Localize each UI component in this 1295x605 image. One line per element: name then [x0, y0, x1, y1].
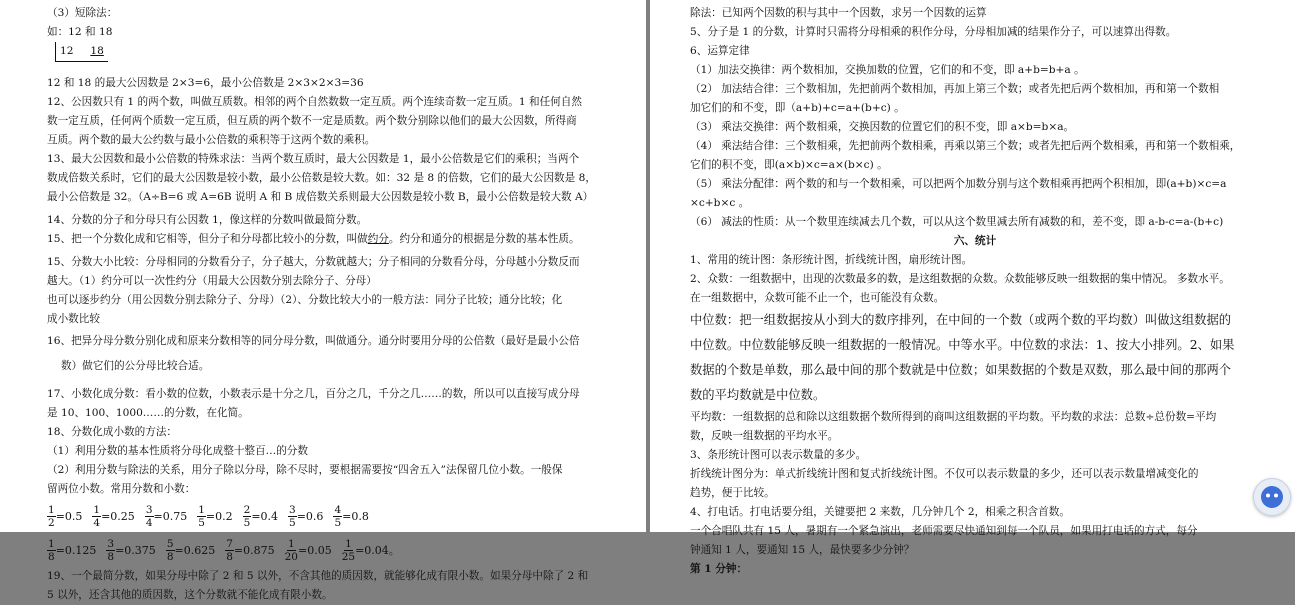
text-line: 中位数：把一组数据按从小到大的数序排列，在中间的一个数（或两个数的平均数）叫做这组数据的	[690, 313, 1232, 327]
text-line: 数据的个数是单数，那么最中间的那个数就是中位数；如果数据的个数是双数，那么最中间的那两个	[690, 363, 1232, 377]
text-line: 越大。（1）约分可以一次性约分（用最大公因数分别去除分子、分母）	[47, 275, 377, 287]
document-page-right	[650, 0, 1295, 575]
numerator: 3	[107, 537, 115, 550]
decimal-value: =0.05	[298, 543, 332, 557]
fraction	[243, 504, 252, 529]
text-span: 15、把一个分数化成和它相等，但分子和分母都比较小的分数，叫做	[47, 233, 368, 245]
underlined-term: 约分	[367, 233, 389, 245]
denominator: 5	[243, 516, 251, 529]
fraction	[288, 504, 297, 529]
chat-assistant-button[interactable]	[1253, 478, 1291, 516]
numerator: 5	[166, 537, 174, 550]
text-line: 12、公因数只有 1 的两个数，叫做互质数。相邻的两个自然数数一定互质。两个连续奇数一定互质。1 和任何自然	[47, 96, 582, 108]
fraction	[145, 504, 154, 529]
decimal-value: =0.375	[115, 543, 156, 557]
fraction	[47, 504, 56, 529]
text-line: 18、分数化成小数的方法：	[47, 426, 178, 438]
text-line: （4） 乘法结合律：三个数相乘，先把前两个数相乘，再乘以第三个数；或者先把后两个数相乘，再和第一个数相乘，	[690, 140, 1241, 152]
numerator: 1	[345, 537, 352, 550]
text-line: （3） 乘法交换律：两个数相乘，交换因数的位置它们的积不变，即 a×b=b×a。	[690, 121, 1075, 133]
text-line: 互质。两个数的最大公约数与最小公倍数的乘积等于这两个数的乘积。	[47, 134, 376, 146]
text-line: 5、分子是 1 的分数，计算时只需将分母相乘的积作分母，分母相加减的结果作分子，可以速算出得数。	[690, 26, 1177, 38]
short-division-box	[47, 42, 607, 62]
text-line: 数，反映一组数据的平均水平。	[690, 430, 839, 442]
text-line: 是 10、100、1000……的分数，在化简。	[47, 407, 249, 419]
document-page-left	[0, 0, 646, 601]
denominator: 5	[334, 516, 342, 529]
right-text-column	[690, 4, 1260, 579]
denominator: 5	[289, 516, 296, 529]
text-line: 2、众数：一组数据中，出现的次数最多的数，是这组数据的众数。众数能够反映一组数据的集中情况。 多数水平。	[690, 273, 1230, 285]
denominator: 25	[341, 550, 356, 563]
numerator: 3	[145, 503, 153, 516]
text-line: 12 和 18 的最大公因数是 2×3=6，最小公倍数是 2×3×2×3=36	[47, 77, 364, 89]
denominator: 5	[198, 516, 205, 529]
text-line: 在一组数据中，众数可能不止一个，也可能没有众数。	[690, 292, 945, 304]
decimal-value: =0.75	[153, 509, 188, 523]
fraction	[333, 504, 342, 529]
numerator: 1	[287, 537, 295, 550]
decimal-value: =0.5	[55, 509, 83, 523]
text-line: 中位数。中位数能够反映一组数据的一般情况。中等水平。中位数的求法：1、按大小排列。2、如果	[690, 338, 1235, 352]
fraction	[342, 538, 355, 563]
text-line: （2） 加法结合律：三个数相加，先把前两个数相加，再加上第三个数；或者先把后两个数相加，再和第一个数相	[690, 83, 1220, 95]
denominator: 8	[107, 550, 115, 563]
text-line: 留两位小数。常用分数和小数：	[47, 483, 196, 495]
fraction-item	[47, 538, 96, 563]
text-line: 19、一个最简分数，如果分母中除了 2 和 5 以外，不含其他的质因数，就能够化成有限小数。如果分母中除了 2 和	[47, 570, 589, 582]
fraction-item	[166, 538, 215, 563]
fraction-item	[106, 538, 155, 563]
numerator: 1	[198, 503, 205, 516]
text-line: 15、分数大小比较：分母相同的分数看分子，分子越大，分数就越大；分子相同的分数看分母，分母越小分数反而	[47, 256, 580, 268]
text-line: 6、运算定律	[690, 45, 750, 57]
decimal-value: =0.04。	[355, 544, 400, 557]
fraction-item	[197, 504, 232, 529]
text-line: 趋势，便于比较。	[690, 487, 775, 499]
fraction-item	[342, 538, 400, 563]
text-line: （2）利用分数与除法的关系，用分子除以分母，除不尽时，要根据需要按“四舍五入”法保留几位小数。一般保	[47, 464, 563, 476]
text-span: 。约分和通分的根据是分数的基本性质。	[388, 233, 580, 245]
text-line: 除法：已知两个因数的积与其中一个因数，求另一个因数的运算	[690, 7, 987, 19]
decimal-value: =0.4	[251, 509, 279, 523]
denominator: 20	[284, 550, 298, 563]
text-line: 1、常用的统计图：条形统计图，折线统计图，扇形统计图。	[690, 254, 973, 266]
fraction	[285, 538, 298, 563]
decimal-value: =0.2	[205, 509, 233, 523]
fraction	[106, 538, 115, 563]
decimal-value: =0.6	[296, 509, 324, 523]
decimal-value: =0.25	[101, 509, 135, 523]
denominator: 8	[166, 550, 174, 563]
text-line: 第 1 分钟：	[690, 563, 748, 575]
numerator: 3	[289, 503, 296, 516]
left-text-column	[47, 4, 607, 605]
text-line: （6） 减法的性质：从一个数里连续减去几个数，可以从这个数里减去所有减数的和，差不变，即 a-b-c=a-(b+c)	[690, 216, 1224, 228]
fraction-row	[47, 499, 607, 533]
text-line	[47, 230, 607, 249]
text-line: 17、小数化成分数：看小数的位数，小数表示是十分之几，百分之几，千分之几……的数，所以可以直接写成分母	[47, 388, 580, 400]
text-line: 数一定互质，任何两个质数一定互质，但互质的两个数不一定是质数。两个数分别除以他们的最大公因数，所得商	[47, 115, 577, 127]
fraction-item	[145, 504, 187, 529]
text-line: 13、最大公因数和最小公倍数的特殊求法：当两个数互质时，最大公因数是 1，最小公倍数是它们的乘积；当两个	[47, 153, 580, 165]
text-line: 如：12 和 18	[47, 26, 113, 38]
fraction	[47, 538, 56, 563]
fraction-item	[285, 538, 332, 563]
fraction	[92, 504, 101, 529]
denominator: 8	[226, 550, 233, 563]
text-line: 数）做它们的公分母比较合适。	[61, 360, 210, 372]
decimal-value: =0.8	[342, 509, 369, 523]
box-number: 18	[90, 45, 104, 57]
numerator: 7	[226, 537, 233, 550]
numerator: 1	[48, 537, 55, 550]
fraction-row	[47, 533, 607, 567]
text-line: 5 以外，还含其他的质因数，这个分数就不能化成有限小数。	[47, 589, 333, 601]
fraction-item	[333, 504, 368, 529]
text-line: 最小公倍数是 32。（A÷B=6 或 A=6B 说明 A 和 B 成倍数关系则最大公因数是较小数 B，最小公倍数是较大数 A）	[47, 191, 594, 203]
text-line: 3、条形统计图可以表示数量的多少。	[690, 449, 867, 461]
decimal-value: =0.625	[174, 543, 216, 557]
numerator: 1	[93, 503, 101, 516]
decimal-value: =0.875	[233, 543, 275, 557]
text-line: 折线统计图分为：单式折线统计图和复式折线统计图。不仅可以表示数量的多少，还可以表示数量增减变化的	[690, 468, 1199, 480]
fraction	[225, 538, 234, 563]
fraction-item	[92, 504, 134, 529]
text-line: 数的平均数就是中位数。	[690, 388, 826, 402]
text-line: 它们的积不变，即(a×b)×c=a×(b×c) 。	[690, 159, 888, 171]
box-number: 12	[60, 45, 74, 57]
text-line: 数成倍数关系时，它们的最大公因数是较小数，最小公倍数是较大数。如：32 是 8 的倍数，它们的最大公因数是 8，	[47, 172, 596, 184]
text-line: 成小数比较	[47, 313, 100, 325]
text-line: 16、把异分母分数分别化成和原来分数相等的同分母分数，叫做通分。通分时要用分母的公倍数（最好是最小公倍	[47, 335, 580, 347]
denominator: 4	[93, 516, 101, 529]
text-line: 4、打电话。打电话要分组，关键要把 2 来数，几分钟几个 2，相乘之积含首数。	[690, 506, 1070, 518]
fraction	[197, 504, 206, 529]
section-heading: 六、统计	[953, 235, 997, 247]
chat-face-icon	[1254, 479, 1290, 515]
text-line: 14、分数的分子和分母只有公因数 1，像这样的分数叫做最简分数。	[47, 214, 368, 226]
text-line: （1）利用分数的基本性质将分母化成整十整百…的分数	[47, 445, 308, 457]
text-line: 也可以逐步约分（用公因数分别去除分子、分母）（2）、分数比较大小的一般方法：同分子比较；通分比较；化	[47, 294, 563, 306]
text-line: ×c+b×c 。	[690, 197, 750, 209]
fraction-item	[225, 538, 274, 563]
text-line: （5） 乘法分配律：两个数的和与一个数相乘，可以把两个加数分别与这个数相乘再把两个积相加，即(a+b)×c=a	[690, 178, 1227, 190]
text-line: 一个合唱队共有 15 人，暑期有一个紧急演出，老师需要尽快通知到每一个队员，如果用打电话的方式，每分	[690, 525, 1198, 537]
numerator: 1	[48, 503, 55, 516]
fraction	[166, 538, 175, 563]
fraction-item	[288, 504, 323, 529]
denominator: 4	[145, 516, 153, 529]
numerator: 4	[334, 503, 342, 516]
denominator: 8	[48, 550, 55, 563]
fraction-item	[243, 504, 278, 529]
fraction-item	[47, 504, 82, 529]
text-line: 钟通知 1 人，要通知 15 人，最快要多少分钟？	[690, 544, 915, 556]
text-line: （3）短除法：	[47, 7, 118, 19]
decimal-value: =0.125	[55, 543, 97, 557]
text-line: 加它们的和不变，即（a+b)+c=a+(b+c) 。	[690, 102, 905, 114]
text-line: （1）加法交换律：两个数相加，交换加数的位置，它们的和不变，即 a+b=b+a 。	[690, 64, 1085, 76]
numerator: 2	[243, 503, 251, 516]
denominator: 2	[48, 516, 55, 529]
text-line: 平均数：一组数据的总和除以这组数据个数所得到的商叫这组数据的平均数。平均数的求法：总数÷总份数=平均	[690, 411, 1217, 423]
